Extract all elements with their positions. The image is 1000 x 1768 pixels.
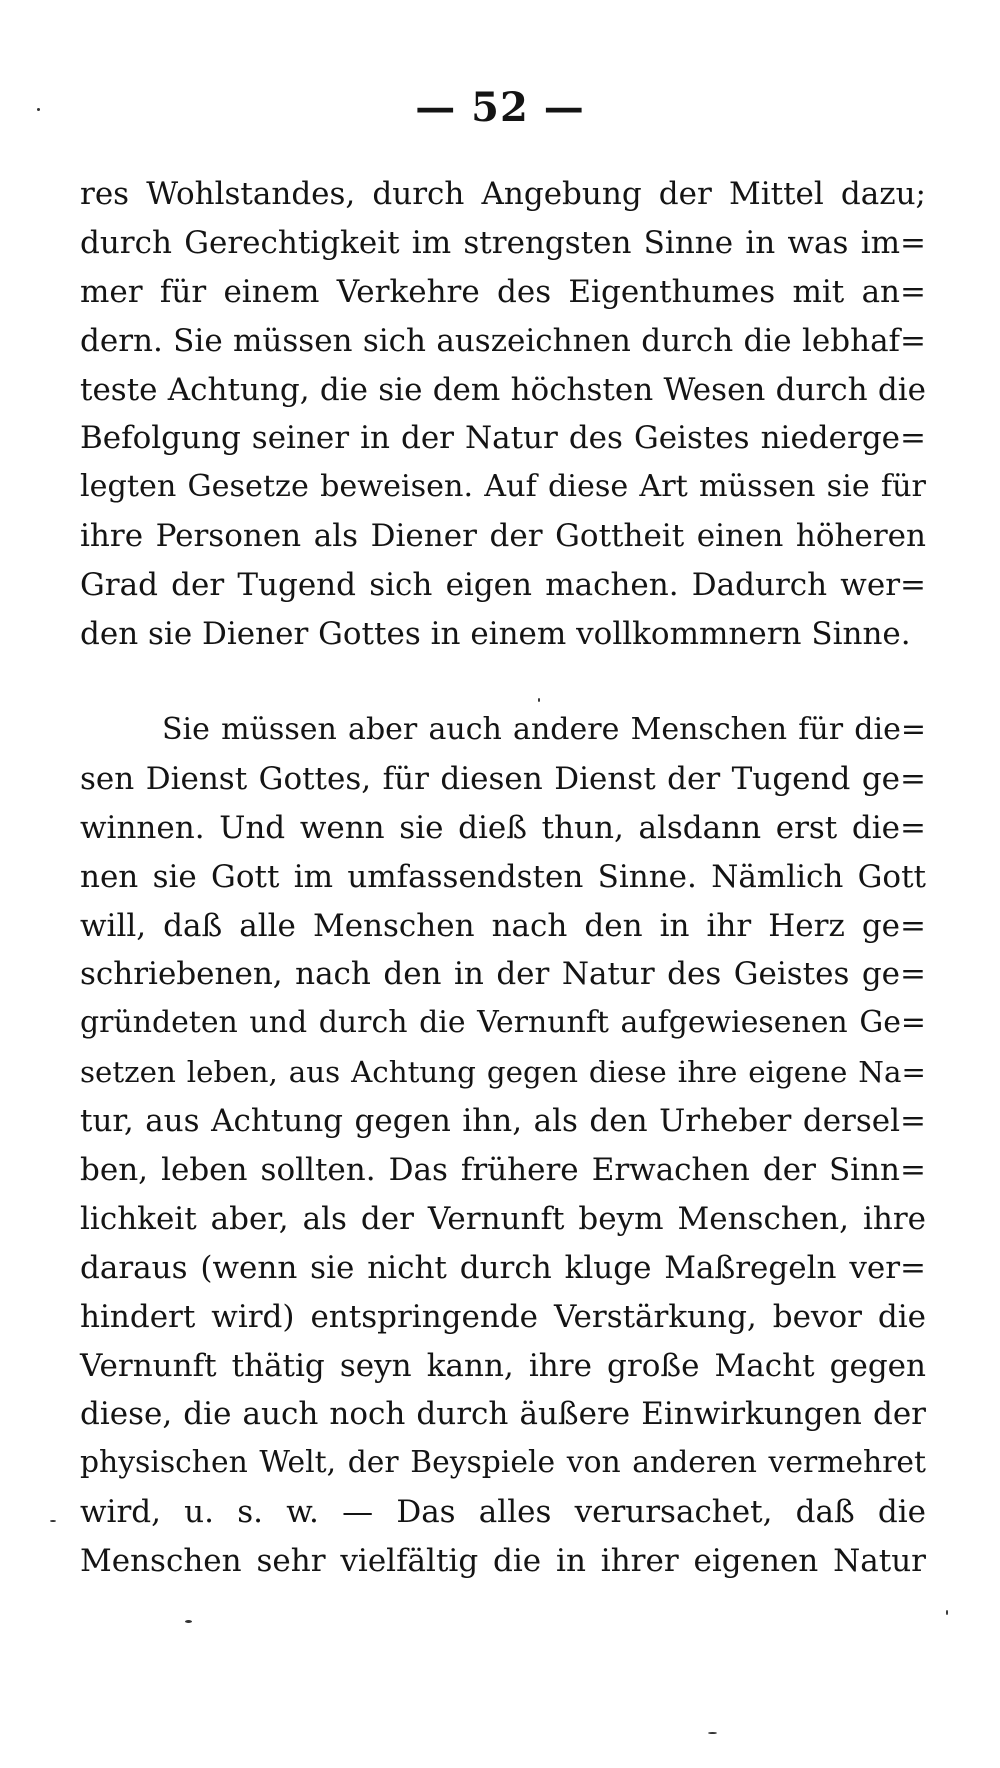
text-line: ihre Personen als Diener der Gottheit einen höheren xyxy=(80,518,926,555)
text-line: Menschen sehr vielfältig die in ihrer eigenen Natur xyxy=(80,1543,926,1580)
text-line: diese, die auch noch durch äußere Einwirkungen der xyxy=(80,1396,926,1433)
text-line: res Wohlstandes, durch Angebung der Mittel dazu; xyxy=(80,176,926,212)
paper-speck xyxy=(50,1520,56,1522)
text-line: mer für einem Verkehre des Eigenthumes mit an= xyxy=(80,273,926,310)
text-line: Vernunft thätig seyn kann, ihre große Macht gegen xyxy=(80,1347,926,1384)
text-line: winnen. Und wenn sie dieß thun, alsdann erst die= xyxy=(80,809,926,846)
text-line: teste Achtung, die sie dem höchsten Wesen durch die xyxy=(80,371,926,408)
text-line: daraus (wenn sie nicht durch kluge Maßregeln ver= xyxy=(80,1249,926,1286)
text-line: lichkeit aber, als der Vernunft beym Menschen, ihre xyxy=(80,1200,926,1237)
text-line: tur, aus Achtung gegen ihn, als den Urheber dersel= xyxy=(80,1103,926,1140)
text-line: schriebenen, nach den in der Natur des Geistes ge= xyxy=(80,956,926,993)
text-line: sen Dienst Gottes, für diesen Dienst der Tugend ge= xyxy=(80,760,926,797)
text-line: durch Gerechtigkeit im strengsten Sinne in was im= xyxy=(80,224,926,261)
text-line: Sie müssen aber auch andere Menschen für die= xyxy=(162,712,926,747)
text-line: physischen Welt, der Beyspiele von anderen vermehret xyxy=(80,1445,926,1481)
text-line: dern. Sie müssen sich auszeichnen durch die lebhaf= xyxy=(80,322,926,359)
paper-speck xyxy=(37,108,40,111)
paper-speck xyxy=(708,1732,717,1734)
paragraph-1 xyxy=(80,170,926,659)
text-line: legten Gesetze beweisen. Auf diese Art müssen sie für xyxy=(80,469,926,505)
text-line: ben, leben sollten. Das frühere Erwachen der Sinn= xyxy=(80,1152,926,1189)
text-line: setzen leben, aus Achtung gegen diese ihre eigene Na= xyxy=(80,1055,926,1090)
text-line: den sie Diener Gottes in einem vollkommnern Sinne. xyxy=(80,616,911,653)
text-line: nen sie Gott im umfassendsten Sinne. Nämlich Gott xyxy=(80,858,926,895)
text-line: hindert wird) entspringende Verstärkung, bevor die xyxy=(80,1298,926,1335)
text-line: gründeten und durch die Vernunft aufgewiesenen Ge= xyxy=(80,1005,926,1041)
paragraph-2 xyxy=(80,706,926,1586)
text-line: will, daß alle Menschen nach den in ihr Herz ge= xyxy=(80,907,926,944)
text-line: Grad der Tugend sich eigen machen. Dadurch wer= xyxy=(80,567,926,604)
paper-speck xyxy=(185,1620,192,1623)
page-number: — 52 — xyxy=(415,84,585,131)
paper-speck xyxy=(946,1610,948,1615)
text-line: Befolgung seiner in der Natur des Geistes niederge= xyxy=(80,420,926,457)
paper-speck xyxy=(538,698,540,702)
text-line: wird, u. s. w. — Das alles verursachet, daß die xyxy=(80,1494,926,1531)
